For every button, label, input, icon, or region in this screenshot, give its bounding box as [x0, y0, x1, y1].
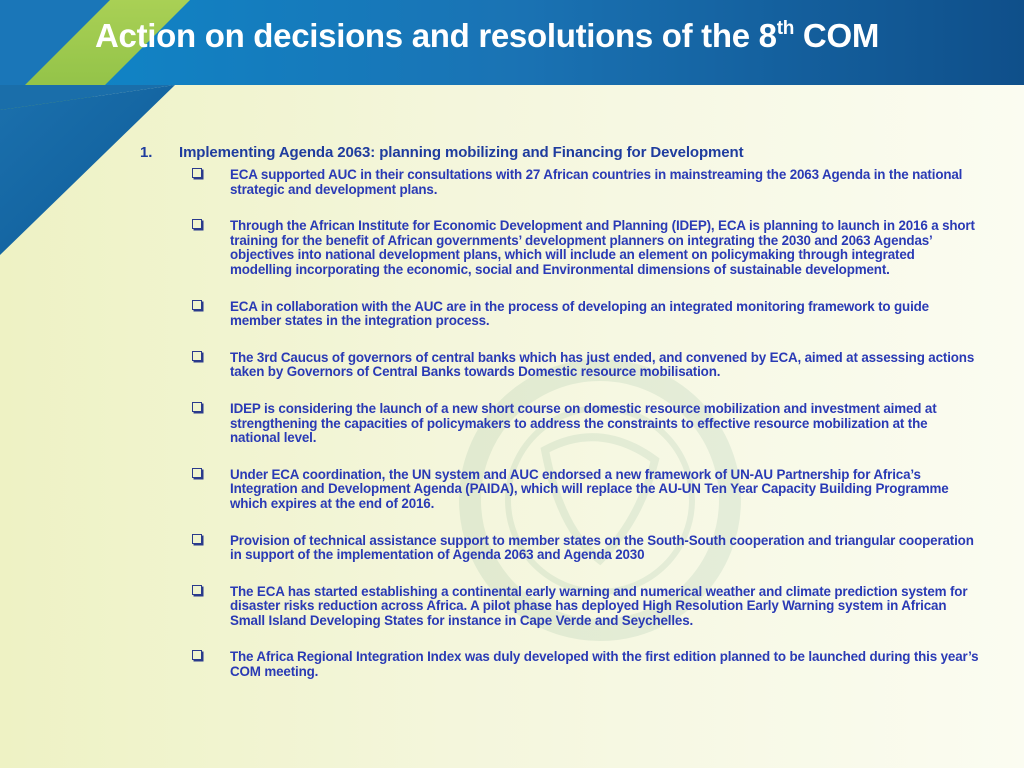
- list-item: The Africa Regional Integration Index was duly developed with the first edition planned to be launched during this year’s COM meeting.: [192, 650, 980, 679]
- section-title: Implementing Agenda 2063: planning mobilizing and Financing for Development: [179, 144, 744, 161]
- bullet-list: [140, 168, 980, 680]
- content-area: [140, 144, 980, 702]
- list-item: ECA in collaboration with the AUC are in the process of developing an integrated monitoring framework to guide member states in the integration process.: [192, 300, 980, 329]
- section-number: 1.: [140, 144, 153, 161]
- list-item: Under ECA coordination, the UN system and AUC endorsed a new framework of UN-AU Partnership for Africa’s Integration and Development Agenda (PAIDA), which will replace the AU-UN Ten Year Capacity Building Programme which expires at the end of 2016.: [192, 468, 980, 512]
- list-item: Provision of technical assistance support to member states on the South-South cooperation and triangular cooperation in support of the implementation of Agenda 2063 and Agenda 2030: [192, 534, 980, 563]
- checkbox-icon: [192, 219, 202, 229]
- checkbox-icon: [192, 650, 202, 660]
- checkbox-icon: [192, 468, 202, 478]
- checkbox-icon: [192, 168, 202, 178]
- checkbox-icon: [192, 300, 202, 310]
- list-item: The 3rd Caucus of governors of central banks which has just ended, and convened by ECA, aimed at assessing actions taken by Governors of Central Banks towards Domestic resource mobilisation.: [192, 351, 980, 380]
- list-item: ECA supported AUC in their consultations with 27 African countries in mainstreaming the 2063 Agenda in the national strategic and development plans.: [192, 168, 980, 197]
- checkbox-icon: [192, 351, 202, 361]
- section-heading: [140, 144, 980, 161]
- list-item: The ECA has started establishing a continental early warning and numerical weather and climate prediction system for disaster risks reduction across Africa. A pilot phase has deployed High Resolution Early Warning system in African Small Island Developing States for instance in Cape Verde and Seychelles.: [192, 585, 980, 629]
- checkbox-icon: [192, 402, 202, 412]
- checkbox-icon: [192, 534, 202, 544]
- page-title: Action on decisions and resolutions of the 8th COM: [95, 17, 880, 54]
- list-item: IDEP is considering the launch of a new short course on domestic resource mobilization and investment aimed at strengthening the capacities of policymakers to address the constraints to effective resource mobilization at the national level.: [192, 402, 980, 446]
- list-item: Through the African Institute for Economic Development and Planning (IDEP), ECA is planning to launch in 2016 a short training for the benefit of African governments’ development planners on integrating the 2030 and 2063 Agendas’ objectives into national development plans, which will include an element on policymaking through integrated modelling incorporating the economic, social and Environmental dimensions of sustainable development.: [192, 219, 980, 277]
- checkbox-icon: [192, 585, 202, 595]
